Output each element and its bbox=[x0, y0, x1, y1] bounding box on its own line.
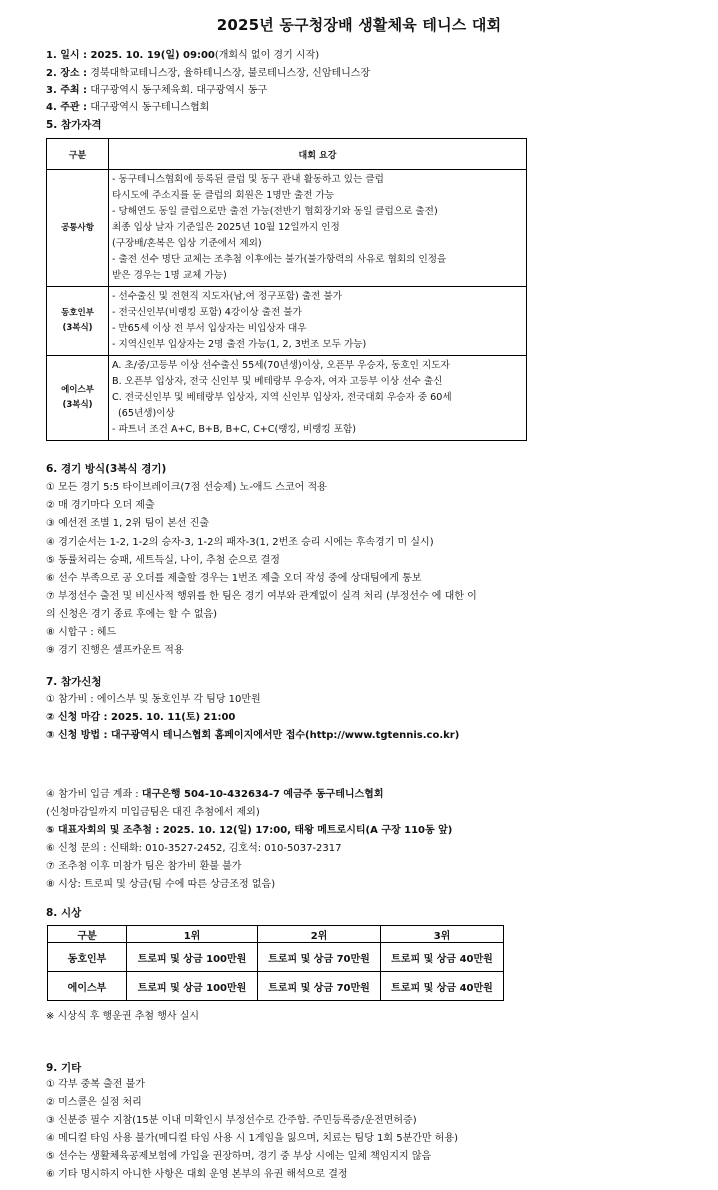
col-category-header: 구분 bbox=[47, 139, 109, 170]
info-label: 1. 일시 : bbox=[46, 50, 88, 61]
prize-footnote: ※ 시상식 후 행운권 추첨 행사 실시 bbox=[46, 1011, 200, 1022]
detail-line: 타시도에 주소지를 둔 클럽의 회원은 1명만 출전 가능 bbox=[112, 190, 335, 201]
etc-item: ③ 신분증 필수 지참(15분 이내 미확인시 부정선수로 간주함. 주민등록증/운전면허증) bbox=[46, 1115, 417, 1126]
section-prize-heading: 8. 시상 bbox=[46, 907, 82, 919]
info-host bbox=[46, 84, 267, 98]
prize-third: 트로피 및 상금 40만원 bbox=[381, 943, 504, 972]
apply-refund: ⑦ 조추첨 이후 미참가 팀은 참가비 환불 불가 bbox=[46, 861, 242, 872]
section-qualification-heading: 5. 참가자격 bbox=[46, 119, 102, 131]
match-item: ② 매 경기마다 오더 제출 bbox=[46, 500, 155, 511]
row-category bbox=[47, 356, 109, 441]
prize-second: 트로피 및 상금 70만원 bbox=[258, 972, 381, 1001]
info-organizer bbox=[46, 101, 209, 115]
prize-category: 동호인부 bbox=[48, 943, 127, 972]
table-row bbox=[47, 170, 527, 287]
detail-line: - 만65세 이상 전 부서 입상자는 비입상자 대우 bbox=[112, 323, 307, 334]
etc-item: ⑥ 기타 명시하지 아니한 사항은 대회 운영 본부의 유권 해석으로 결정 bbox=[46, 1169, 348, 1180]
prize-first: 트로피 및 상금 100만원 bbox=[127, 972, 258, 1001]
row-category bbox=[47, 287, 109, 356]
match-item: ③ 예선전 조별 1, 2위 팀이 본선 진출 bbox=[46, 518, 210, 529]
info-value: 경북대학교테니스장, 율하테니스장, 불로테니스장, 신암테니스장 bbox=[87, 68, 371, 79]
detail-line: - 동구테니스협회에 등록된 클럽 및 동구 관내 활동하고 있는 클럽 bbox=[112, 174, 384, 185]
row-category: 공통사항 bbox=[47, 170, 109, 287]
category-format: (3복식) bbox=[62, 323, 93, 333]
section-apply-heading: 7. 참가신청 bbox=[46, 676, 102, 688]
match-item: ④ 경기순서는 1-2, 1-2의 승자-3, 1-2의 패자-3(1, 2번조 승리 시에는 후속경기 미 실시) bbox=[46, 537, 434, 548]
qualification-table bbox=[46, 138, 527, 441]
section-match-heading: 6. 경기 방식(3복식 경기) bbox=[46, 463, 167, 475]
match-item: ⑤ 동률처리는 승패, 세트득실, 나이, 추첨 순으로 결정 bbox=[46, 555, 280, 566]
detail-line: - 당해연도 동일 클럽으로만 출전 가능(전반기 협회장기와 동일 클럽으로 출전) bbox=[112, 206, 438, 217]
document-title: 2025년 동구청장배 생활체육 테니스 대회 bbox=[216, 16, 502, 34]
info-date bbox=[46, 49, 319, 63]
info-venue bbox=[46, 67, 370, 81]
match-item: ⑦ 부정선수 출전 및 비신사적 행위를 한 팀은 경기 여부와 관계없이 실격 처리 (부정선수 에 대한 이 bbox=[46, 591, 477, 602]
etc-item: ① 각부 중복 출전 불가 bbox=[46, 1079, 145, 1090]
match-item: ⑧ 시합구 : 헤드 bbox=[46, 627, 117, 638]
table-row bbox=[47, 356, 527, 441]
prize-col-header: 3위 bbox=[381, 926, 504, 943]
match-item: ⑥ 선수 부족으로 공 오더를 제출할 경우는 1번조 제출 오더 작성 중에 상대팀에게 통보 bbox=[46, 573, 422, 584]
info-label: 4. 주관 : bbox=[46, 102, 88, 113]
prize-col-header: 2위 bbox=[258, 926, 381, 943]
apply-deadline: ② 신청 마감 : 2025. 10. 11(토) 21:00 bbox=[46, 712, 236, 723]
prize-third: 트로피 및 상금 40만원 bbox=[381, 972, 504, 1001]
category-name: 에이스부 bbox=[61, 385, 94, 395]
detail-line: - 선수출신 및 전현직 지도자(남,여 정구포함) 출전 불가 bbox=[112, 291, 342, 302]
account-label: ④ 참가비 입금 계좌 : bbox=[46, 789, 142, 800]
prize-second: 트로피 및 상금 70만원 bbox=[258, 943, 381, 972]
etc-item: ④ 메디컬 타임 사용 불가(메디컬 타임 사용 시 1게임을 잃으며, 치료는 팀당 1회 5분간만 허용) bbox=[46, 1133, 458, 1144]
col-detail-header: 대회 요강 bbox=[109, 139, 527, 170]
info-strong: 2025. 10. 19(일) 09:00 bbox=[87, 50, 215, 61]
apply-account-note: (신청마감일까지 미입금팀은 대진 추첨에서 제외) bbox=[46, 807, 260, 818]
category-name: 동호인부 bbox=[61, 308, 94, 318]
row-detail bbox=[109, 356, 527, 441]
apply-account bbox=[46, 788, 384, 802]
detail-line: 최종 입상 날자 기준일은 2025년 10월 12일까지 인정 bbox=[112, 222, 340, 233]
info-value: (개회식 없이 경기 시작) bbox=[214, 50, 320, 61]
section-etc-heading: 9. 기타 bbox=[46, 1062, 82, 1074]
prize-category: 에이스부 bbox=[48, 972, 127, 1001]
detail-line: - 파트너 조건 A+C, B+B, B+C, C+C(랭킹, 비랭킹 포함) bbox=[112, 424, 357, 435]
prize-col-header: 1위 bbox=[127, 926, 258, 943]
info-label: 2. 장소 : bbox=[46, 68, 88, 79]
apply-method: ③ 신청 방법 : 대구광역시 테니스협회 홈페이지에서만 접수(http://www.tgtennis.co.kr) bbox=[46, 730, 460, 741]
detail-line: (65년생)이상 bbox=[118, 408, 175, 419]
info-label: 3. 주최 : bbox=[46, 85, 88, 96]
detail-line: B. 오픈부 입상자, 전국 신인부 및 베테랑부 우승자, 여자 고등부 이상 선수 출신 bbox=[112, 376, 443, 387]
info-value: 대구광역시 동구테니스협회 bbox=[87, 102, 210, 113]
account-value: 대구은행 504-10-432634-7 예금주 동구테니스협회 bbox=[141, 789, 384, 800]
match-item: ① 모든 경기 5:5 타이브레이크(7점 선승제) 노-애드 스코어 적용 bbox=[46, 482, 327, 493]
detail-line: A. 초/중/고등부 이상 선수출신 55세(70년생)이상, 오픈부 우승자, 동호인 지도자 bbox=[112, 360, 450, 371]
etc-item: ② 미스콜은 실점 처리 bbox=[46, 1097, 142, 1108]
prize-first: 트로피 및 상금 100만원 bbox=[127, 943, 258, 972]
table-row bbox=[48, 943, 504, 972]
detail-line: C. 전국신인부 및 베테랑부 입상자, 지역 신인부 입상자, 전국대회 우승자 중 60세 bbox=[112, 392, 452, 403]
match-item: ⑨ 경기 진행은 셀프카운트 적용 bbox=[46, 645, 184, 656]
prize-table bbox=[47, 925, 504, 1001]
detail-line: (구장배/혼복은 입상 기준에서 제외) bbox=[112, 238, 262, 249]
prize-col-header: 구분 bbox=[48, 926, 127, 943]
match-item: 의 신청은 경기 종료 후에는 할 수 없음) bbox=[46, 609, 218, 620]
detail-line: - 지역신인부 입상자는 2명 출전 가능(1, 2, 3번조 모두 가능) bbox=[112, 339, 367, 350]
category-format: (3복식) bbox=[62, 400, 93, 410]
apply-contact: ⑥ 신청 문의 : 신태화: 010-3527-2452, 김호석: 010-5037-2317 bbox=[46, 843, 342, 854]
row-detail bbox=[109, 170, 527, 287]
apply-meeting: ⑤ 대표자회의 및 조추첨 : 2025. 10. 12(일) 17:00, 태왕 메트로시티(A 구장 110동 앞) bbox=[46, 825, 453, 836]
detail-line: - 전국신인부(비랭킹 포함) 4강이상 출전 불가 bbox=[112, 307, 302, 318]
detail-line: - 출전 선수 명단 교체는 조추첨 이후에는 불가(불가항력의 사유로 협회의 인정을 bbox=[112, 254, 447, 265]
etc-item: ⑤ 선수는 생활체육공제보험에 가입을 권장하며, 경기 중 부상 시에는 일체 책임지지 않음 bbox=[46, 1151, 432, 1162]
table-row bbox=[48, 972, 504, 1001]
apply-prize-note: ⑧ 시상: 트로피 및 상금(팀 수에 따른 상금조정 없음) bbox=[46, 879, 276, 890]
info-value: 대구광역시 동구체육회. 대구광역시 동구 bbox=[87, 85, 268, 96]
apply-fee: ① 참가비 : 에이스부 및 동호인부 각 팀당 10만원 bbox=[46, 694, 261, 705]
table-row bbox=[47, 287, 527, 356]
row-detail bbox=[109, 287, 527, 356]
detail-line: 받은 경우는 1명 교체 가능) bbox=[112, 270, 227, 281]
